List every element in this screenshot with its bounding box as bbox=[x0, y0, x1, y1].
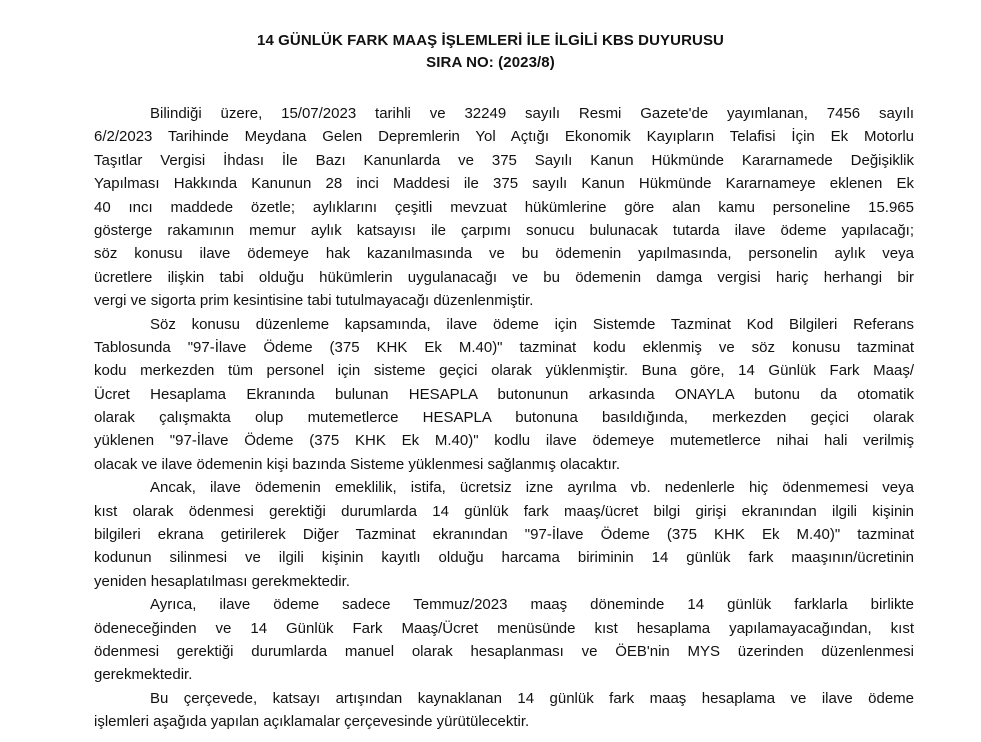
paragraph-2 bbox=[94, 313, 914, 477]
paragraph-line: kodu merkezden tüm personel için sisteme geçici olarak yüklenmiştir. Buna göre, 14 Günlük Fark Maaş/ bbox=[94, 362, 914, 380]
paragraph-line: ödenmesi gerektiği durumlarda manuel olarak hesaplanması ve ÖEB'nin MYS üzerinden düzenlenmesi bbox=[94, 642, 914, 660]
paragraph-line: yüklenen "97-İlave Ödeme (375 KHK Ek M.40)" kodlu ilave ödemeye mutemetlerce nihai hali verilmiş bbox=[94, 432, 914, 450]
paragraph-line: kıst olarak ödenmesi gerektiği durumlarda 14 günlük fark maaş/ücret bilgi girişi ekranından ilgili kişinin bbox=[94, 502, 914, 520]
paragraph-line: Bu çerçevede, katsayı artışından kaynaklanan 14 günlük fark maaş hesaplama ve ilave ödeme bbox=[150, 689, 914, 707]
paragraph-1 bbox=[94, 102, 914, 313]
paragraph-line: gerekmektedir. bbox=[94, 666, 193, 684]
paragraph-line: bilgileri ekrana getirilerek Diğer Tazminat ekranından "97-İlave Ödeme (375 KHK Ek M.40)" tazminat bbox=[94, 526, 914, 544]
document-header bbox=[0, 30, 981, 74]
paragraph-line: kodunun silinmesi ve ilgili kişinin kayıtlı olduğu harcama biriminin 14 günlük fark maaşının/ücretinin bbox=[94, 549, 914, 567]
paragraph-line: ücretlere ilişkin tabi olduğu hükümlerin uygulanacağı ve bu ödemenin damga vergisi hariç herhangi bir bbox=[94, 268, 914, 286]
document-body bbox=[94, 102, 914, 734]
paragraph-line: vergi ve sigorta prim kesintisine tabi tutulmayacağı düzenlenmiştir. bbox=[94, 292, 534, 310]
paragraph-line: Ücret Hesaplama Ekranında bulunan HESAPLA butonunun arkasında ONAYLA butonu da otomatik bbox=[94, 385, 914, 403]
paragraph-5 bbox=[94, 687, 914, 734]
paragraph-line: Söz konusu düzenleme kapsamında, ilave ödeme için Sistemde Tazminat Kod Bilgileri Referans bbox=[150, 315, 914, 333]
paragraph-line: yeniden hesaplatılması gerekmektedir. bbox=[94, 572, 350, 590]
paragraph-3 bbox=[94, 476, 914, 593]
paragraph-line: işlemleri aşağıda yapılan açıklamalar çerçevesinde yürütülecektir. bbox=[94, 713, 530, 731]
paragraph-line: 6/2/2023 Tarihinde Meydana Gelen Depremlerin Yol Açtığı Ekonomik Kayıpların Telafisi İçin Ek Motorlu bbox=[94, 128, 914, 146]
document-sequence-number: SIRA NO: (2023/8) bbox=[426, 54, 555, 71]
paragraph-line: Ayrıca, ilave ödeme sadece Temmuz/2023 maaş döneminde 14 günlük farklarla birlikte bbox=[150, 596, 914, 614]
paragraph-line: Taşıtlar Vergisi İhdası İle Bazı Kanunlarda ve 375 Sayılı Kanun Hükmünde Kararnamede Değişiklik bbox=[94, 151, 914, 169]
paragraph-line: Yapılması Hakkında Kanunun 28 inci Maddesi ile 375 sayılı Kanun Hükmünde Kararnameye eklenen Ek bbox=[94, 175, 914, 193]
paragraph-line: söz konusu ilave ödemeye hak kazanılmasında ve bu ödemenin yapılmasında, personelin aylık veya bbox=[94, 245, 914, 263]
paragraph-line: gösterge rakamının memur aylık katsayısı ile çarpımı sonucu bulunacak tutarda ilave ödeme yapılacağı; bbox=[94, 221, 914, 239]
paragraph-line: Bilindiği üzere, 15/07/2023 tarihli ve 32249 sayılı Resmi Gazete'de yayımlanan, 7456 sayılı bbox=[150, 105, 914, 122]
paragraph-line: Tablosunda "97-İlave Ödeme (375 KHK Ek M.40)" tazminat kodu eklenmiş ve söz konusu tazminat bbox=[94, 338, 914, 356]
paragraph-line: Ancak, ilave ödemenin emeklilik, istifa, ücretsiz izne ayrılma vb. nedenlerle hiç ödenmemesi veya bbox=[150, 479, 914, 497]
paragraph-line: olarak çalışmakta olup mutemetlerce HESAPLA butonuna basıldığında, merkezden geçici olarak bbox=[94, 409, 914, 427]
paragraph-line: 40 ıncı maddede özetle; aylıklarını çeşitli mevzuat hükümlerine göre alan kamu personeline 15.965 bbox=[94, 198, 914, 216]
paragraph-line: ödeneceğinden ve 14 Günlük Fark Maaş/Ücret menüsünde kıst hesaplama yapılamayacağından, kıst bbox=[94, 619, 914, 637]
document-title: 14 GÜNLÜK FARK MAAŞ İŞLEMLERİ İLE İLGİLİ KBS DUYURUSU bbox=[257, 32, 724, 49]
paragraph-4 bbox=[94, 593, 914, 687]
paragraph-line: olacak ve ilave ödemenin kişi bazında Sisteme yüklenmesi sağlanmış olacaktır. bbox=[94, 455, 621, 473]
